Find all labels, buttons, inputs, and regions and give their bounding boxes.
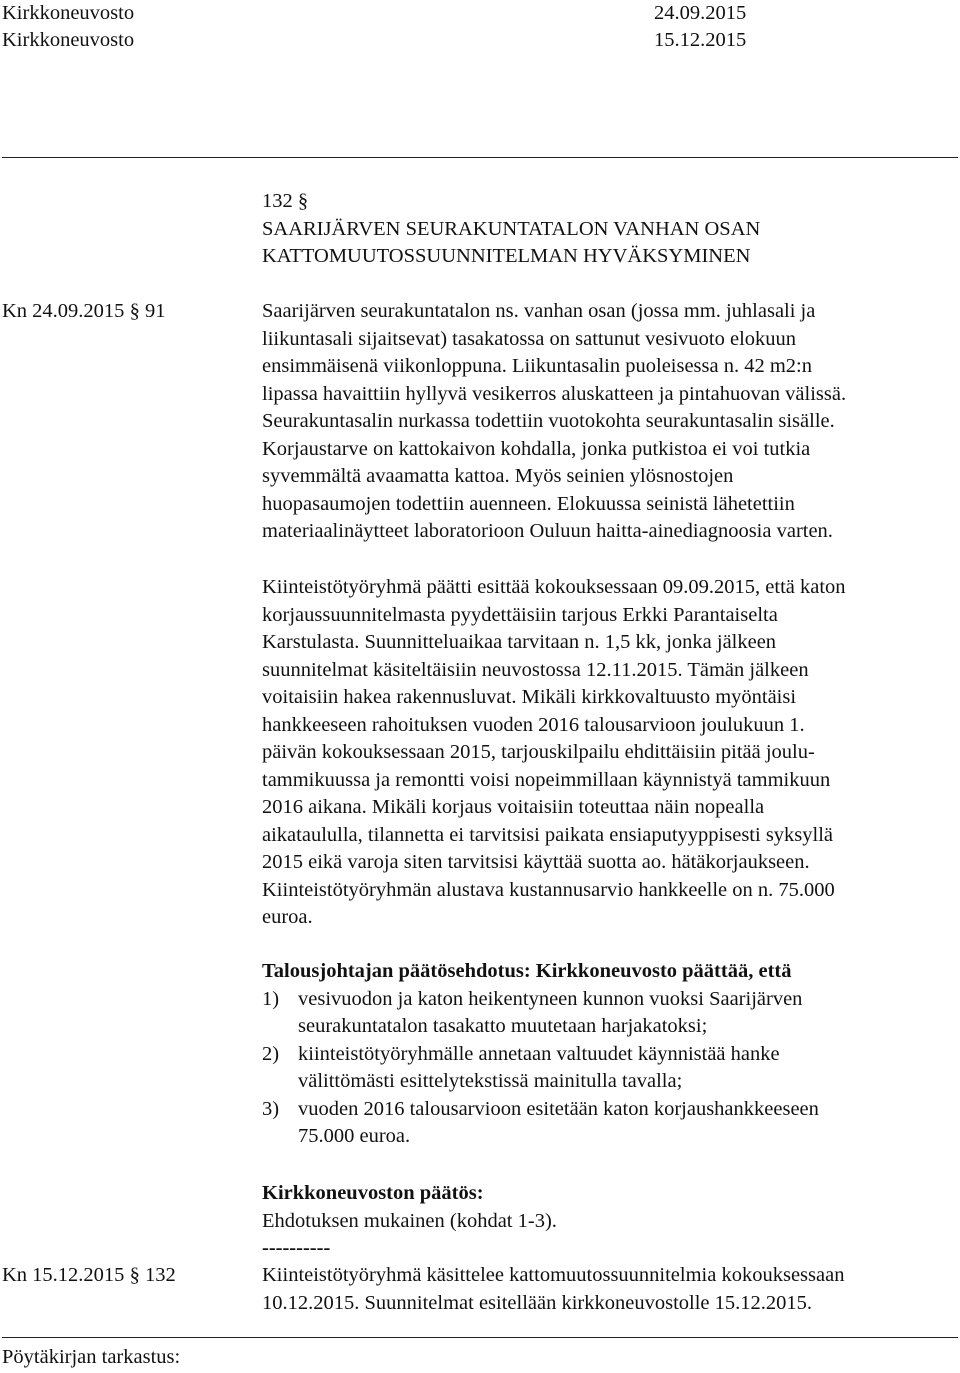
text-line: lipassa havaittiin hyllyvä vesikerros aluskatteen ja pintahuovan välissä. bbox=[262, 382, 847, 405]
section-number: 132 bbox=[262, 190, 293, 212]
text-line: Seurakuntasalin nurkassa todettiin vuotokohta seurakuntasalin sisälle. bbox=[262, 410, 835, 432]
section-title: SAARIJÄRVEN SEURAKUNTATALON VANHAN OSAN bbox=[262, 217, 761, 240]
text-line: Saarijärven seurakuntatalon ns. vanhan osan (jossa mm. juhlasali ja bbox=[262, 300, 816, 322]
text-line: välittömästi esittelytekstissä mainitulla tavalla; bbox=[298, 1070, 683, 1092]
text-line: seurakuntatalon tasakatto muutetaan harjakatoksi; bbox=[298, 1015, 708, 1037]
header-rule bbox=[2, 157, 958, 158]
decision-section bbox=[262, 1180, 952, 1263]
text-line: päivän kokouksessaan 2015, tarjouskilpailu ehdittäisiin pitää joulu- bbox=[262, 741, 815, 763]
header-organization: Kirkkoneuvosto bbox=[2, 29, 135, 51]
decision-proposal bbox=[262, 958, 952, 1151]
header-organization: Kirkkoneuvosto bbox=[2, 2, 135, 24]
section-heading bbox=[262, 188, 760, 271]
list-number: 1) bbox=[262, 987, 280, 1010]
text-line: 10.12.2015. Suunnitelmat esitellään kirkkoneuvostolle 15.12.2015. bbox=[262, 1291, 813, 1314]
text-line: Kiinteistötyöryhmä käsittelee kattomuutossuunnitelmia kokouksessaan bbox=[262, 1264, 845, 1286]
background-paragraph bbox=[262, 298, 952, 546]
text-line: huopasaumojen todettiin auenneen. Elokuussa seinistä lähetettiin bbox=[262, 492, 795, 515]
text-line: vuoden 2016 talousarvioon esitetään katon korjaushankkeeseen bbox=[298, 1097, 819, 1120]
meeting-reference bbox=[2, 1262, 176, 1290]
text-line: hankkeeseen rahoituksen vuoden 2016 talousarvioon joulukuun 1. bbox=[262, 713, 805, 736]
header-date: 15.12.2015 bbox=[654, 29, 747, 51]
text-line: tammikuussa ja remontti voisi nopeimmillaan käynnistyä tammikuun bbox=[262, 768, 831, 791]
decision-text: Ehdotuksen mukainen (kohdat 1-3). bbox=[262, 1209, 557, 1232]
text-line: liikuntasali sijaitsevat) tasakatossa on sattunut vesivuoto elokuun bbox=[262, 327, 797, 350]
text-line: korjaussuunnitelmasta pyydettäisiin tarjous Erkki Parantaiselta bbox=[262, 603, 778, 626]
text-line: Kiinteistötyöryhmän alustava kustannusarvio hankkeelle on n. 75.000 bbox=[262, 878, 835, 901]
section-sign: § bbox=[129, 1264, 140, 1286]
text-line: 2016 aikana. Mikäli korjaus voitaisiin toteuttaa näin nopealla bbox=[262, 796, 765, 818]
section-sign: § bbox=[129, 300, 140, 322]
text-line: syvemmältä avaamatta kattoa. Myös seinien ylösnostojen bbox=[262, 465, 734, 487]
reference-date: Kn 24.09.2015 bbox=[2, 300, 125, 322]
text-line: 2015 eikä varoja siten tarvitsisi käyttää suotta ao. hätäkorjaukseen. bbox=[262, 851, 810, 873]
text-line: kiinteistötyöryhmälle annetaan valtuudet käynnistää hanke bbox=[298, 1042, 780, 1065]
text-line: ensimmäisenä viikonloppuna. Liikuntasalin puoleisessa n. 42 m2:n bbox=[262, 355, 813, 377]
text-line: euroa. bbox=[262, 906, 313, 928]
working-group-paragraph bbox=[262, 574, 952, 932]
text-line: aikataululla, tilannetta ei tarvitsisi paikata ensiaputyyppisesti syksyllä bbox=[262, 823, 834, 846]
section-title: KATTOMUUTOSSUUNNITELMAN HYVÄKSYMINEN bbox=[262, 245, 751, 267]
reference-number: 91 bbox=[144, 300, 166, 322]
separator-line: ---------- bbox=[262, 1237, 331, 1259]
proposal-list bbox=[262, 986, 952, 1151]
text-line: Korjaustarve on kattokaivon kohdalla, jonka putkistoa ei voi tutkia bbox=[262, 437, 811, 460]
decision-heading: Kirkkoneuvoston päätös: bbox=[262, 1182, 484, 1204]
list-number: 2) bbox=[262, 1042, 280, 1065]
reference-date: Kn 15.12.2015 bbox=[2, 1264, 125, 1286]
text-line: materiaalinäytteet laboratorioon Ouluun haitta-ainediagnoosia varten. bbox=[262, 520, 833, 542]
footer-label: Pöytäkirjan tarkastus: bbox=[2, 1346, 181, 1368]
list-number: 3) bbox=[262, 1097, 280, 1120]
text-line: Karstulasta. Suunnitteluaikaa tarvitaan n. 1,5 kk, jonka jälkeen bbox=[262, 631, 777, 653]
text-line: 75.000 euroa. bbox=[298, 1125, 411, 1147]
list-item bbox=[262, 1041, 952, 1096]
text-line: suunnitelmat käsiteltäisiin neuvostossa 12.11.2015. Tämän jälkeen bbox=[262, 658, 809, 681]
header-date: 24.09.2015 bbox=[654, 2, 747, 24]
list-item bbox=[262, 986, 952, 1041]
text-line: Kiinteistötyöryhmä päätti esittää kokouksessaan 09.09.2015, että katon bbox=[262, 576, 846, 598]
proposal-heading: Talousjohtajan päätösehdotus: Kirkkoneuvosto päättää, että bbox=[262, 960, 792, 982]
meeting-reference bbox=[2, 298, 165, 326]
footer-rule bbox=[2, 1337, 958, 1338]
text-line: voitaisiin hakea rakennusluvat. Mikäli kirkkovaltuusto myöntäisi bbox=[262, 686, 797, 708]
reference-number: 132 bbox=[144, 1264, 176, 1286]
text-line: vesivuodon ja katon heikentyneen kunnon vuoksi Saarijärven bbox=[298, 987, 803, 1010]
followup-paragraph bbox=[262, 1262, 952, 1317]
section-sign: § bbox=[297, 190, 309, 212]
list-item bbox=[262, 1096, 952, 1151]
